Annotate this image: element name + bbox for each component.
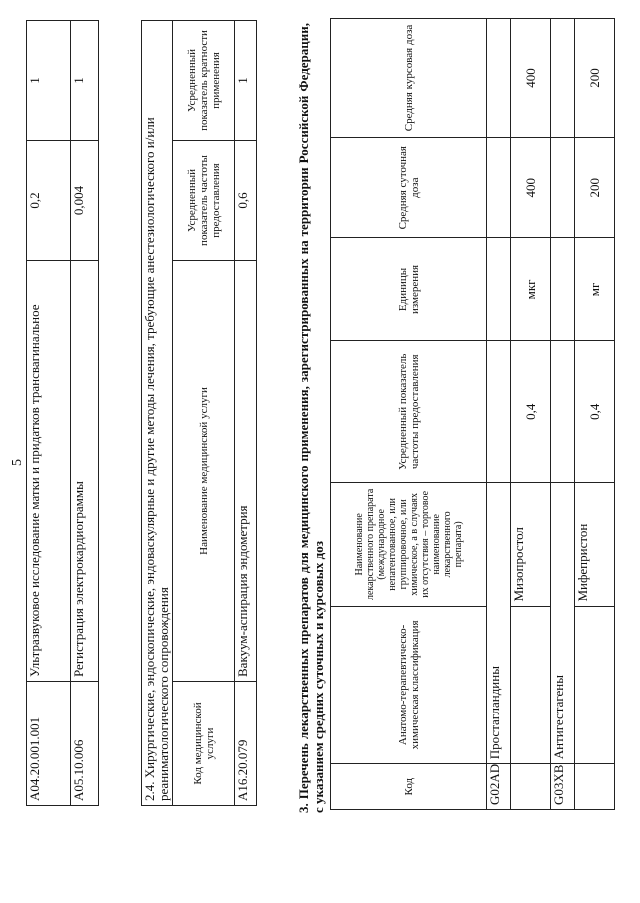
header-course-dose: Средняя курсовая доза <box>331 19 487 138</box>
header-unit: Единицы измерения <box>331 238 487 341</box>
multiplicity-value: 1 <box>71 21 99 141</box>
frequency-value: 0,004 <box>71 141 99 261</box>
course-dose-value: 200 <box>575 19 615 138</box>
table-row <box>235 20 257 805</box>
header-atc: Анатомо-терапевтическо-химическая классификация <box>331 606 487 764</box>
service-name: Регистрация электрокардиограммы <box>71 261 99 682</box>
service-code: A05.10.006 <box>71 682 99 806</box>
atc-code: G02AD <box>487 764 511 810</box>
multiplicity-value: 1 <box>235 20 257 140</box>
section-3-title: 3. Перечень лекарственных препаратов для медицинского применения, зарегистрированных на территории Российской Федерации, с указанием средних суточных и курсовых доз <box>296 23 326 813</box>
drug-row <box>511 19 551 810</box>
drug-name: Мизопростол <box>511 483 551 606</box>
header-frequency: Усредненный показатель частоты предоставления <box>331 341 487 483</box>
frequency-value: 0,4 <box>511 341 551 483</box>
header-name: Наименование медицинской услуги <box>173 261 235 682</box>
group-row <box>551 19 575 810</box>
surgical-methods-table <box>141 20 257 806</box>
multiplicity-value: 1 <box>27 21 71 141</box>
service-name: Ультразвуковое исследование матки и придатков трансвагинальное <box>27 261 71 682</box>
service-code: A16.20.079 <box>235 682 257 806</box>
header-code: Код медицинской услуги <box>173 682 235 806</box>
header-row <box>173 20 235 805</box>
service-code: A04.20.001.001 <box>27 682 71 806</box>
daily-dose-value: 400 <box>511 137 551 238</box>
header-multiplicity: Усредненный показатель кратности применения <box>173 20 235 140</box>
atc-group-name: Антигестагены <box>551 483 575 764</box>
header-row <box>331 19 487 810</box>
course-dose-value: 400 <box>511 19 551 138</box>
header-drug: Наименование лекарственного препарата (международное непатентованное, или группировочное, или химическое, а в случаях их отсутствия – торговое наименование лекарственного препарата) <box>331 483 487 606</box>
section-2-4-title: 2.4. Хирургические, эндоскопические, эндоваскулярные и другие методы лечения, требующие анестезиологического и/или реаниматологического сопровождения <box>142 20 173 805</box>
drug-row <box>575 19 615 810</box>
unit-value: мг <box>575 238 615 341</box>
section-title-row <box>142 20 173 805</box>
frequency-value: 0,4 <box>575 341 615 483</box>
atc-code: G03XB <box>551 764 575 810</box>
drug-name: Мифепристон <box>575 483 615 606</box>
header-frequency: Усредненный показатель частоты предоставления <box>173 141 235 261</box>
header-code: Код <box>331 764 487 810</box>
group-row <box>487 19 511 810</box>
medications-table <box>330 18 615 810</box>
atc-group-name: Простагландины <box>487 483 511 764</box>
unit-value: мкг <box>511 238 551 341</box>
frequency-value: 0,2 <box>27 141 71 261</box>
frequency-value: 0,6 <box>235 141 257 261</box>
daily-dose-value: 200 <box>575 137 615 238</box>
services-table-continued <box>26 20 99 806</box>
table-row <box>71 21 99 806</box>
header-daily-dose: Средняя суточная доза <box>331 137 487 238</box>
table-row <box>27 21 71 806</box>
service-name: Вакуум-аспирация эндометрия <box>235 261 257 682</box>
page-number: 5 <box>10 459 25 466</box>
